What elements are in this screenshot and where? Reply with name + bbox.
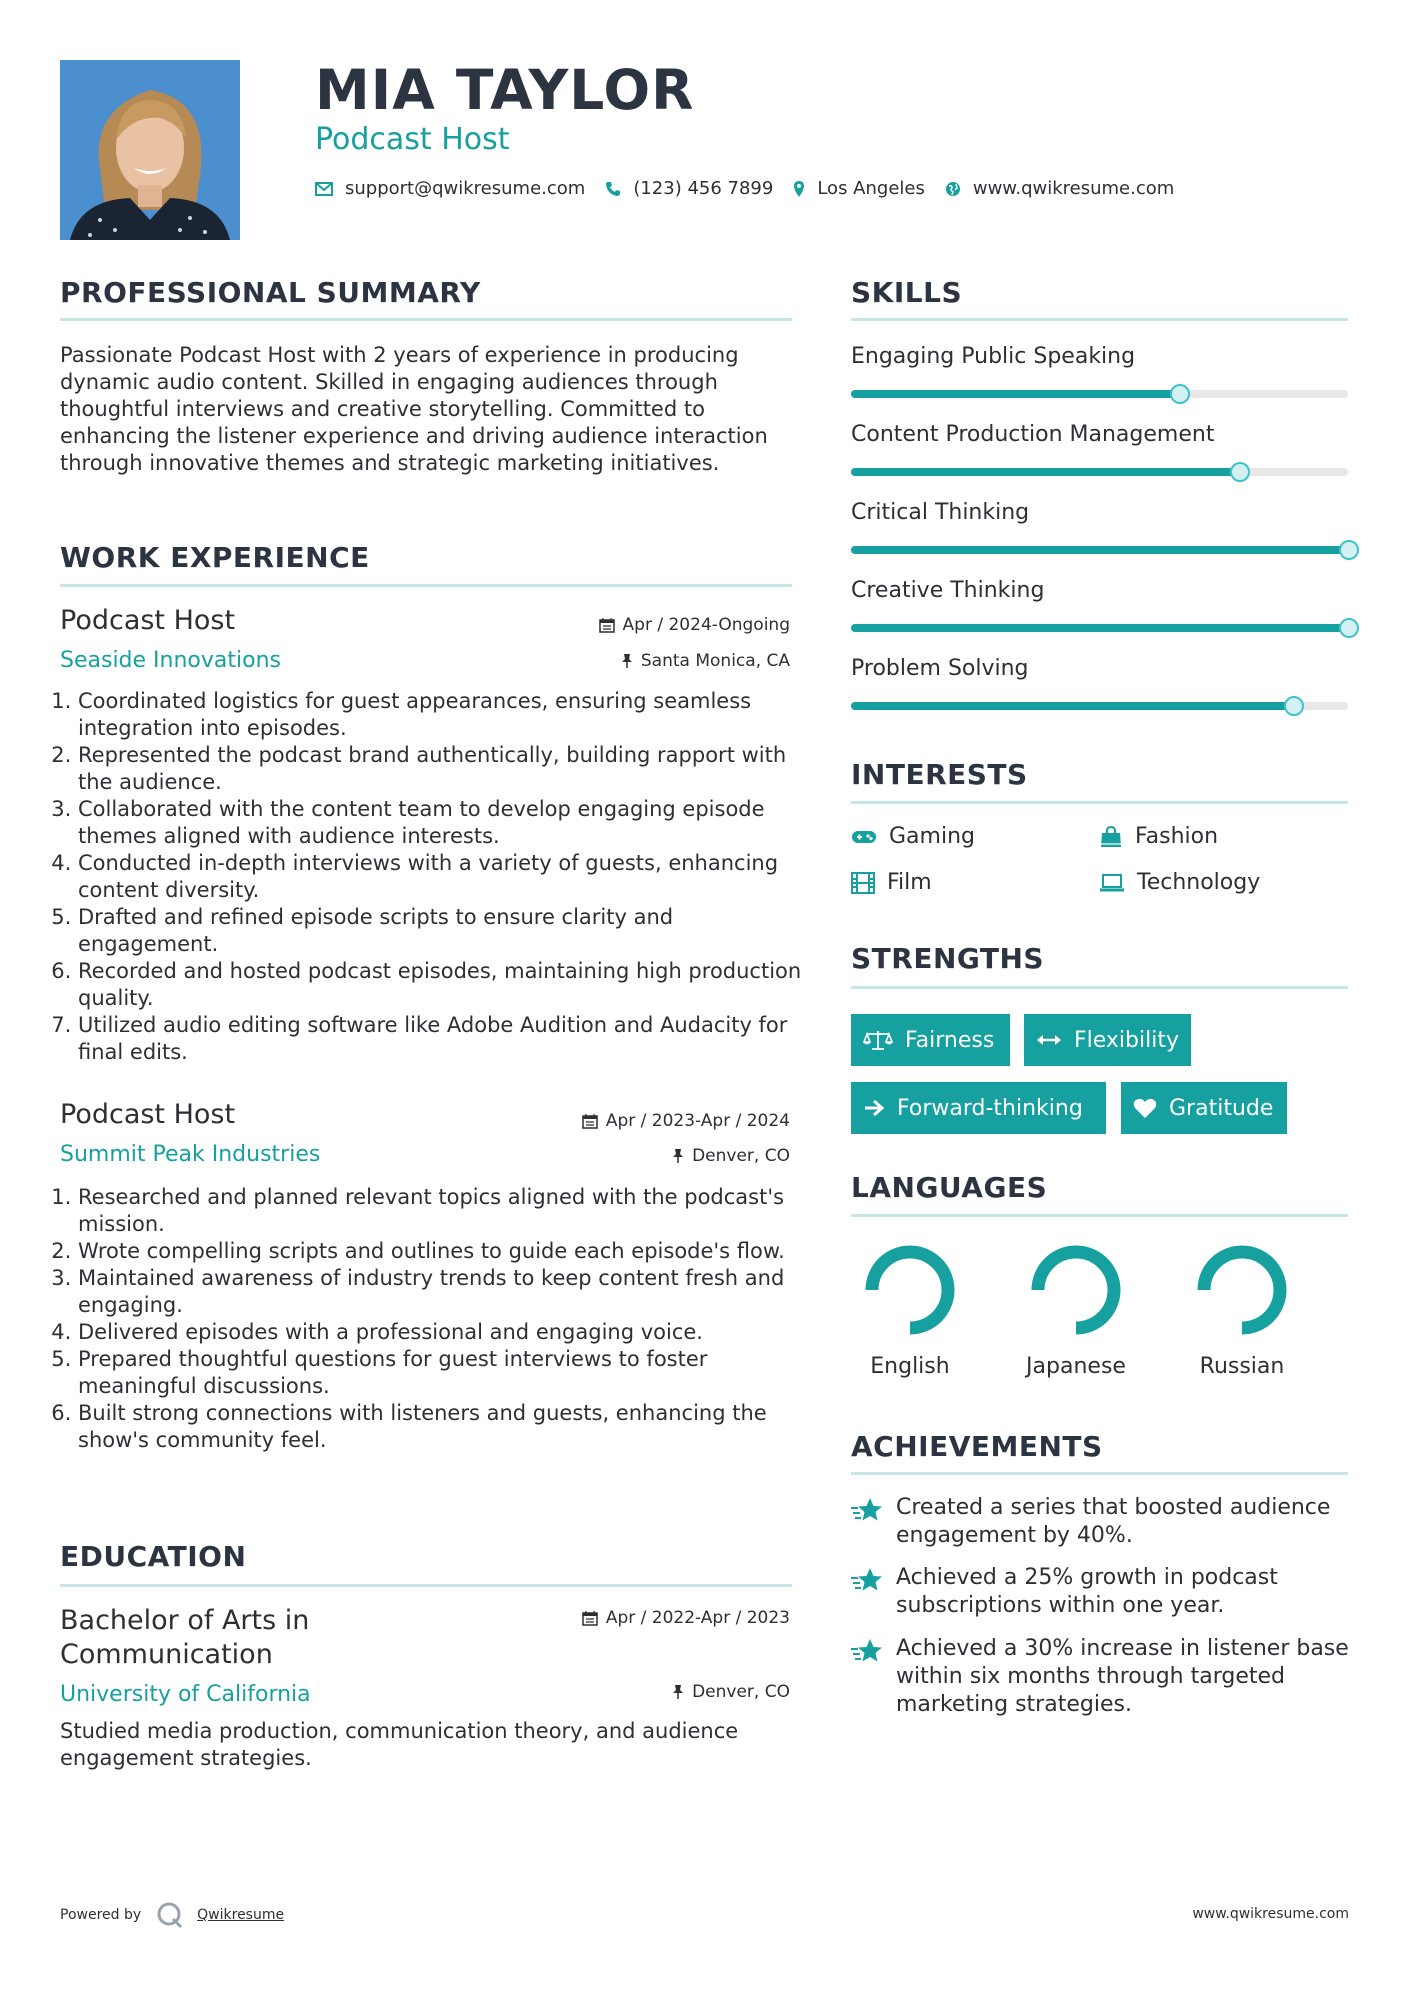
calendar-icon (582, 1610, 598, 1626)
list-item: 6. Built strong connections with listeners and guests, enhancing the show's community feel. (78, 1400, 808, 1454)
pushpin-icon (672, 1148, 684, 1164)
arrow-right-icon (863, 1098, 885, 1118)
horizontal-arrows-icon (1036, 1033, 1062, 1047)
job-1-location-text: Santa Monica, CA (640, 651, 790, 671)
strength-chip (851, 1082, 1106, 1134)
section-divider (851, 986, 1348, 989)
job-1-dates (599, 615, 790, 635)
laptop-icon (1099, 873, 1125, 893)
powered-by-text: Powered by (60, 1907, 142, 1923)
strength-chip (1024, 1014, 1191, 1066)
qwikresume-link[interactable]: Qwikresume (197, 1907, 285, 1923)
film-icon (851, 872, 875, 894)
interest-item (851, 824, 975, 849)
section-divider (851, 318, 1348, 321)
skill-name: Creative Thinking (851, 578, 1045, 603)
education-description: Studied media production, communication theory, and audience engagement strategies. (60, 1719, 739, 1770)
list-item: 4. Conducted in-depth interviews with a variety of guests, enhancing content diversity. (78, 850, 808, 904)
job-1-bullets (60, 688, 808, 1066)
section-title-work: WORK EXPERIENCE (60, 541, 370, 574)
section-title-interests: INTERESTS (851, 758, 1028, 791)
star-icon (850, 1496, 884, 1524)
skill-bar-handle (1170, 384, 1190, 404)
job-1-location (621, 651, 790, 671)
job-2-location-text: Denver, CO (692, 1146, 790, 1166)
skill-bar-fill (851, 546, 1348, 554)
calendar-icon (582, 1113, 598, 1129)
candidate-name: MIA TAYLOR (315, 58, 695, 122)
star-icon (850, 1566, 884, 1594)
interest-label: Fashion (1135, 824, 1219, 849)
section-title-education: EDUCATION (60, 1540, 247, 1573)
job-1-company: Seaside Innovations (60, 648, 281, 673)
achievement-item (850, 1494, 1350, 1550)
strength-label: Gratitude (1169, 1095, 1274, 1121)
list-item: 3. Collaborated with the content team to develop engaging episode themes aligned with audience interests. (78, 796, 808, 850)
skill-bar-handle (1339, 618, 1359, 638)
interest-label: Technology (1137, 870, 1261, 895)
contact-location (793, 178, 925, 199)
job-1-dates-text: Apr / 2024-Ongoing (622, 615, 790, 635)
education-school: University of California (60, 1682, 311, 1707)
section-title-skills: SKILLS (851, 276, 963, 309)
achievement-item (850, 1564, 1350, 1620)
list-item: 2. Represented the podcast brand authentically, building rapport with the audience. (78, 742, 808, 796)
phone-icon (605, 181, 621, 197)
job-2-dates (582, 1111, 790, 1131)
language-ring-arc (1038, 1252, 1114, 1328)
language-item (1011, 1240, 1141, 1379)
pushpin-icon (621, 653, 633, 669)
skill-bar (851, 702, 1348, 710)
skill-bar (851, 624, 1348, 632)
achievement-item (850, 1635, 1350, 1719)
job-2-dates-text: Apr / 2023-Apr / 2024 (605, 1111, 790, 1131)
phone-text: (123) 456 7899 (633, 178, 774, 199)
language-label: Russian (1199, 1354, 1285, 1379)
footer-url[interactable]: www.qwikresume.com (1192, 1906, 1349, 1922)
section-divider (851, 1472, 1348, 1475)
language-ring-arc (1204, 1252, 1280, 1328)
job-2-location (672, 1146, 790, 1166)
skill-bar-fill (851, 390, 1179, 398)
section-divider (60, 1584, 792, 1587)
list-item: 2. Wrote compelling scripts and outlines to guide each episode's flow. (78, 1238, 808, 1265)
section-divider (60, 318, 792, 321)
list-item: 1. Researched and planned relevant topics aligned with the podcast's mission. (78, 1184, 808, 1238)
interest-item (1099, 824, 1218, 849)
education-dates-text: Apr / 2022-Apr / 2023 (605, 1608, 790, 1628)
interest-label: Gaming (889, 824, 975, 849)
section-divider (851, 801, 1348, 804)
strength-label: Flexibility (1074, 1027, 1179, 1053)
profile-photo (60, 60, 240, 240)
list-item: 5. Prepared thoughtful questions for guest interviews to foster meaningful discussions. (78, 1346, 808, 1400)
list-item: 1. Coordinated logistics for guest appearances, ensuring seamless integration into episodes. (78, 688, 808, 742)
language-label: English (870, 1354, 950, 1379)
contact-email[interactable] (315, 178, 585, 199)
section-divider (851, 1214, 1348, 1217)
contact-bar (315, 178, 1194, 199)
heart-icon (1133, 1097, 1157, 1119)
shopping-bag-icon (1099, 826, 1123, 848)
interest-item (1099, 870, 1260, 895)
language-label: Japanese (1026, 1354, 1126, 1379)
section-title-summary: PROFESSIONAL SUMMARY (60, 276, 481, 309)
interest-item (851, 870, 932, 895)
job-2-bullets (60, 1184, 808, 1454)
language-item (845, 1240, 975, 1379)
language-ring (1192, 1240, 1292, 1340)
interest-label: Film (887, 870, 932, 895)
skill-bar (851, 390, 1348, 398)
strength-chip (851, 1014, 1010, 1066)
skill-bar-handle (1339, 540, 1359, 560)
list-item: 6. Recorded and hosted podcast episodes, maintaining high production quality. (78, 958, 808, 1012)
contact-phone[interactable] (605, 178, 773, 199)
globe-icon (945, 181, 961, 197)
list-item: 5. Drafted and refined episode scripts to ensure clarity and engagement. (78, 904, 808, 958)
skill-bar-fill (851, 702, 1293, 710)
language-item (1177, 1240, 1307, 1379)
job-title: Podcast Host (315, 122, 510, 157)
strength-label: Forward-thinking (897, 1095, 1083, 1121)
skill-name: Content Production Management (851, 422, 1215, 447)
achievement-text: Created a series that boosted audience engagement by 40%. (896, 1495, 1331, 1548)
language-ring (860, 1240, 960, 1340)
skill-bar (851, 468, 1348, 476)
location-text: Los Angeles (817, 178, 925, 199)
balance-scale-icon (863, 1029, 893, 1051)
summary-text: Passionate Podcast Host with 2 years of experience in producing dynamic audio content. Skilled in engaging audiences through thoughtful interviews and creative storytelling. Committed to enhancing the listener experience and driving audience interaction through innovative themes and strategic marketing initiatives. (60, 343, 768, 475)
pushpin-icon (672, 1684, 684, 1700)
section-title-strengths: STRENGTHS (851, 942, 1045, 975)
section-title-languages: LANGUAGES (851, 1171, 1048, 1204)
section-divider (60, 584, 792, 587)
list-item: 3. Maintained awareness of industry trends to keep content fresh and engaging. (78, 1265, 808, 1319)
gamepad-icon (851, 829, 877, 845)
skill-bar-fill (851, 624, 1348, 632)
education-location-text: Denver, CO (692, 1682, 790, 1702)
footer-powered-by (60, 1900, 284, 1930)
strength-chip (1121, 1082, 1287, 1134)
website-text: www.qwikresume.com (972, 178, 1175, 199)
envelope-icon (315, 182, 333, 196)
calendar-icon (599, 617, 615, 633)
job-2-company: Summit Peak Industries (60, 1142, 321, 1167)
qwikresume-logo-icon (155, 1900, 185, 1930)
language-ring (1026, 1240, 1126, 1340)
map-marker-icon (793, 180, 805, 198)
education-dates (582, 1608, 790, 1628)
skill-bar-handle (1284, 696, 1304, 716)
list-item: 7. Utilized audio editing software like Adobe Audition and Audacity for final edits. (78, 1012, 808, 1066)
education-location (672, 1682, 790, 1702)
email-text: support@qwikresume.com (345, 178, 586, 199)
education-degree: Bachelor of Arts in Communication (60, 1605, 310, 1670)
skill-name: Engaging Public Speaking (851, 344, 1136, 369)
achievement-text: Achieved a 25% growth in podcast subscriptions within one year. (896, 1565, 1278, 1618)
skill-name: Problem Solving (851, 656, 1029, 681)
job-1-title: Podcast Host (60, 605, 236, 636)
skill-bar (851, 546, 1348, 554)
language-ring-arc (872, 1252, 948, 1328)
contact-website[interactable] (945, 178, 1174, 199)
skill-bar-fill (851, 468, 1239, 476)
achievement-text: Achieved a 30% increase in listener base within six months through targeted marketing strategies. (896, 1636, 1349, 1717)
star-icon (850, 1637, 884, 1665)
skill-bar-handle (1230, 462, 1250, 482)
job-2-title: Podcast Host (60, 1099, 236, 1130)
section-title-achievements: ACHIEVEMENTS (851, 1430, 1103, 1463)
strength-label: Fairness (905, 1027, 995, 1053)
skill-name: Critical Thinking (851, 500, 1030, 525)
list-item: 4. Delivered episodes with a professional and engaging voice. (78, 1319, 808, 1346)
